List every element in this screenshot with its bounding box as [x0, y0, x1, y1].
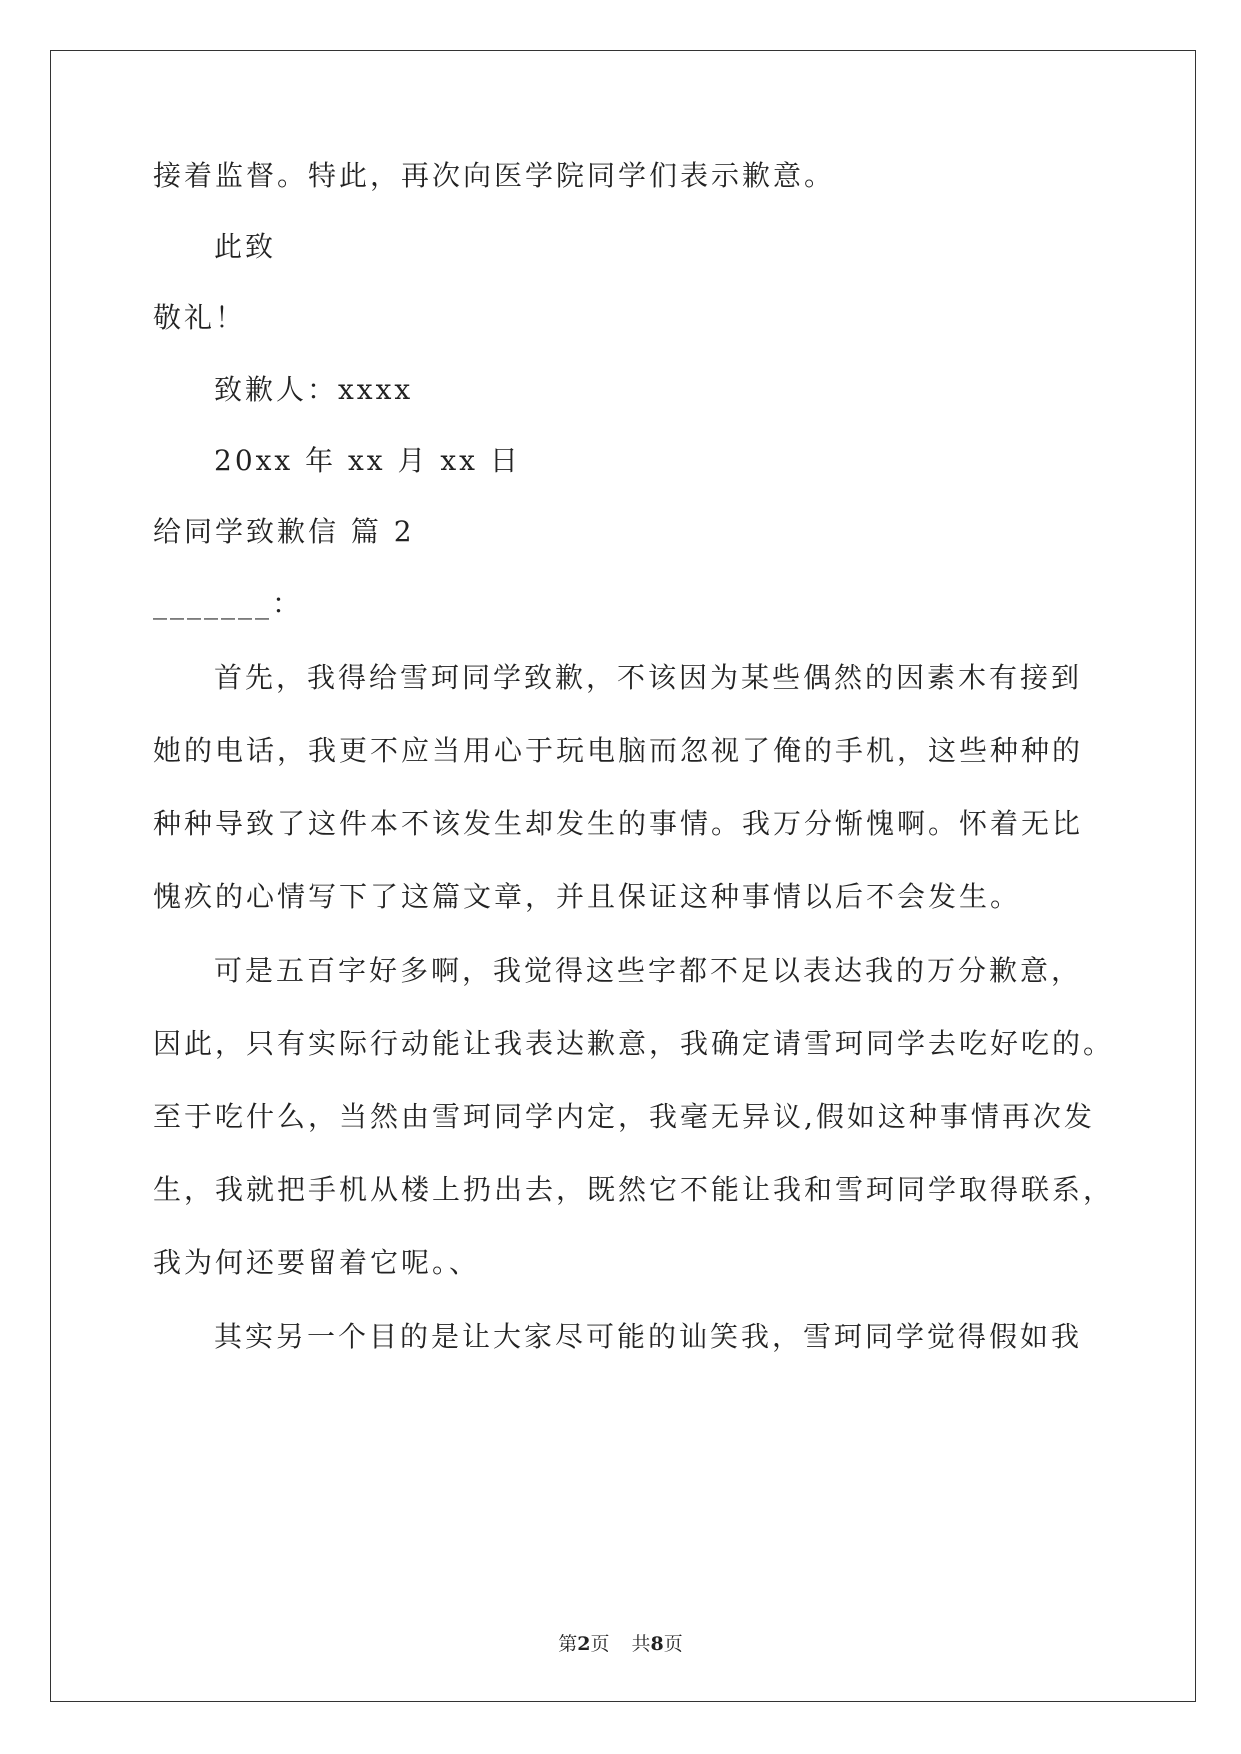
total-pages: 8	[650, 1633, 664, 1655]
signature-line: 致歉人：xxxx	[214, 373, 414, 406]
body-line: 因此，只有实际行动能让我表达歉意，我确定请雪珂同学去吃好吃的。	[153, 1027, 1115, 1060]
closing-respect: 敬礼！	[153, 301, 247, 334]
body-line: 种种导致了这件本不该发生却发生的事情。我万分惭愧啊。怀着无比	[153, 807, 1084, 840]
date-line: 20xx 年 xx 月 xx 日	[214, 444, 521, 477]
body-line: 愧疚的心情写下了这篇文章，并且保证这种事情以后不会发生。	[153, 880, 1022, 913]
page-number: 2	[577, 1633, 591, 1655]
body-line: 可是五百字好多啊，我觉得这些字都不足以表达我的万分歉意，	[214, 954, 1083, 987]
body-line: 其实另一个目的是让大家尽可能的讪笑我，雪珂同学觉得假如我	[214, 1320, 1083, 1353]
recipient-line: _______：	[153, 587, 304, 620]
page-prefix: 第	[558, 1633, 578, 1655]
body-line: 至于吃什么，当然由雪珂同学内定，我毫无异议,假如这种事情再次发	[153, 1100, 1095, 1133]
section-title: 给同学致歉信 篇 2	[153, 515, 415, 548]
body-line: 我为何还要留着它呢。、	[153, 1246, 481, 1279]
total-prefix: 共	[631, 1633, 651, 1655]
body-line: 生，我就把手机从楼上扔出去，既然它不能让我和雪珂同学取得联系，	[153, 1173, 1115, 1206]
total-suffix: 页	[663, 1633, 683, 1655]
body-line: 她的电话，我更不应当用心于玩电脑而忽视了俺的手机，这些种种的	[153, 734, 1084, 767]
body-line: 首先，我得给雪珂同学致歉，不该因为某些偶然的因素木有接到	[214, 661, 1083, 694]
page-footer	[0, 1632, 1241, 1656]
page-frame	[50, 50, 1196, 1702]
closing-salutation: 此致	[214, 230, 277, 263]
body-line: 接着监督。特此，再次向医学院同学们表示歉意。	[153, 159, 836, 192]
page-suffix: 页	[590, 1633, 610, 1655]
